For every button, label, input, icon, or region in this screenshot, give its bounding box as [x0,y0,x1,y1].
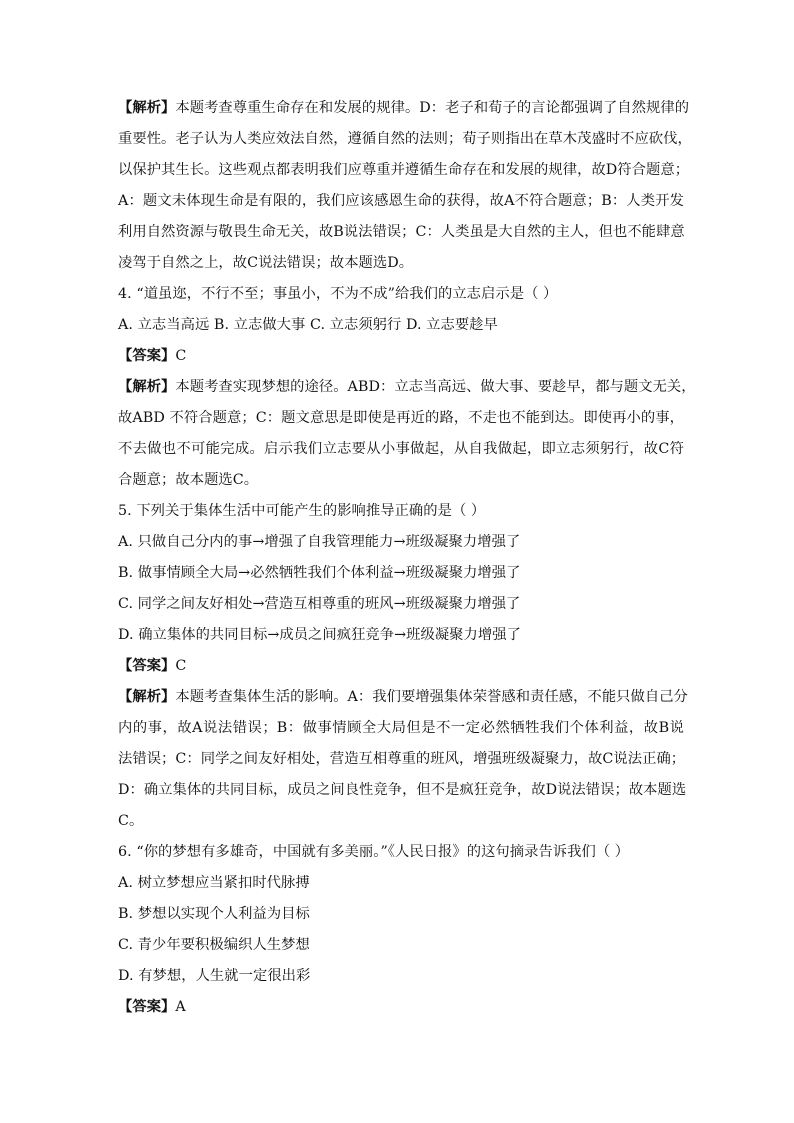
analysis-text: A：题文未体现生命是有限的，我们应该感恩生命的获得，故A不符合题意；B：人类开发 [118,193,684,209]
answer-option [118,532,520,552]
answer-value: C [175,348,187,364]
analysis-tag: 【解析】 [118,100,176,116]
analysis-text: 本题考查集体生活的影响。A：我们要增强集体荣誉感和责任感，不能只做自己分 [175,689,688,705]
answer-option-text: C. 同学之间友好相处→营造互相尊重的班风→班级凝聚力增强了 [118,596,521,612]
answer-value: A [175,999,186,1015]
answer-option-text: D. 有梦想，人生就一定很出彩 [118,968,311,984]
analysis-text: D：确立集体的共同目标，成员之间良性竞争，但不是疯狂竞争，故D说法错误；故本题选 [118,782,687,798]
answer-option [118,625,521,645]
analysis-line [118,191,684,211]
answer-option [118,873,310,893]
answer-value: C [175,658,187,674]
analysis-line [118,811,143,831]
analysis-text: 利用自然资源与敬畏生命无关，故B说法错误；C：人类虽是大自然的主人，但也不能肆意 [118,224,685,240]
analysis-line [118,439,684,459]
analysis-text: 故ABD 不符合题意；C：题文意思是即使是再近的路，不走也不能到达。即使再小的事， [118,410,684,426]
analysis-line [118,129,692,149]
analysis-line [118,377,696,397]
answer-option-text: A. 树立梦想应当紧扣时代脉搏 [118,875,310,891]
analysis-text: 本题考查尊重生命存在和发展的规律。D：老子和荀子的言论都强调了自然规律的 [175,100,690,116]
analysis-line [118,98,690,118]
answer-option-text: B. 梦想以实现个人利益为目标 [118,906,310,922]
analysis-text: 合题意；故本题选C。 [118,472,259,488]
analysis-line [118,253,413,273]
analysis-text: 法错误；C：同学之间友好相处，营造互相尊重的班风，增强班级凝聚力，故C说法正确； [118,751,686,767]
answer-line [118,656,186,676]
answer-tag: 【答案】 [118,658,176,674]
answer-option [118,966,310,986]
analysis-text: 凌驾于自然之上，故C说法错误；故本题选D。 [118,255,414,271]
answer-option [118,563,520,583]
answer-option-text: A. 立志当高远 B. 立志做大事 C. 立志须躬行 D. 立志要趁早 [118,317,498,333]
answer-option [118,594,520,614]
analysis-line [118,160,690,180]
question-stem-text: 4. “道虽迩，不行不至；事虽小，不为不成”给我们的立志启示是（ ） [118,286,558,302]
analysis-text: 重要性。老子认为人类应效法自然，遵循自然的法则；荀子则指出在草木茂盛时不应砍伐， [118,131,692,147]
answer-option-text: A. 只做自己分内的事→增强了自我管理能力→班级凝聚力增强了 [118,534,521,550]
analysis-text: 不去做也不可能完成。启示我们立志要从小事做起，从自我做起，即立志须躬行，故C符 [118,441,684,457]
analysis-text: 以保护其生长。这些观点都表明我们应尊重并遵循生命存在和发展的规律，故D符合题意； [118,162,690,178]
analysis-line [118,470,258,490]
analysis-line [118,780,687,800]
question-stem-text: 6. “你的梦想有多雄奇，中国就有多美丽。”《人民日报》的这句摘录告诉我们（ ） [118,844,630,860]
question-stem [118,501,485,521]
analysis-line [118,718,684,738]
question-stem [118,842,629,862]
analysis-line [118,687,688,707]
analysis-line [118,408,684,428]
answer-option [118,315,498,335]
answer-line [118,346,186,366]
answer-option [118,904,310,924]
answer-line [118,997,186,1017]
question-stem [118,284,557,304]
answer-option-text: C. 青少年要积极编织人生梦想 [118,937,310,953]
answer-option-text: B. 做事情顾全大局→必然牺牲我们个体利益→班级凝聚力增强了 [118,565,521,581]
analysis-line [118,749,684,769]
analysis-text: C。 [118,813,144,829]
answer-tag: 【答案】 [118,999,176,1015]
analysis-tag: 【解析】 [118,379,176,395]
analysis-text: 内的事，故A说法错误；B：做事情顾全大局但是不一定必然牺牲我们个体利益，故B说 [118,720,684,736]
answer-option-text: D. 确立集体的共同目标→成员之间疯狂竞争→班级凝聚力增强了 [118,627,521,643]
analysis-text: 本题考查实现梦想的途径。ABD：立志当高远、做大事、要趁早，都与题文无关， [175,379,696,395]
answer-tag: 【答案】 [118,348,176,364]
answer-option [118,935,310,955]
analysis-line [118,222,684,242]
analysis-tag: 【解析】 [118,689,176,705]
question-stem-text: 5. 下列关于集体生活中可能产生的影响推导正确的是（ ） [118,503,486,519]
